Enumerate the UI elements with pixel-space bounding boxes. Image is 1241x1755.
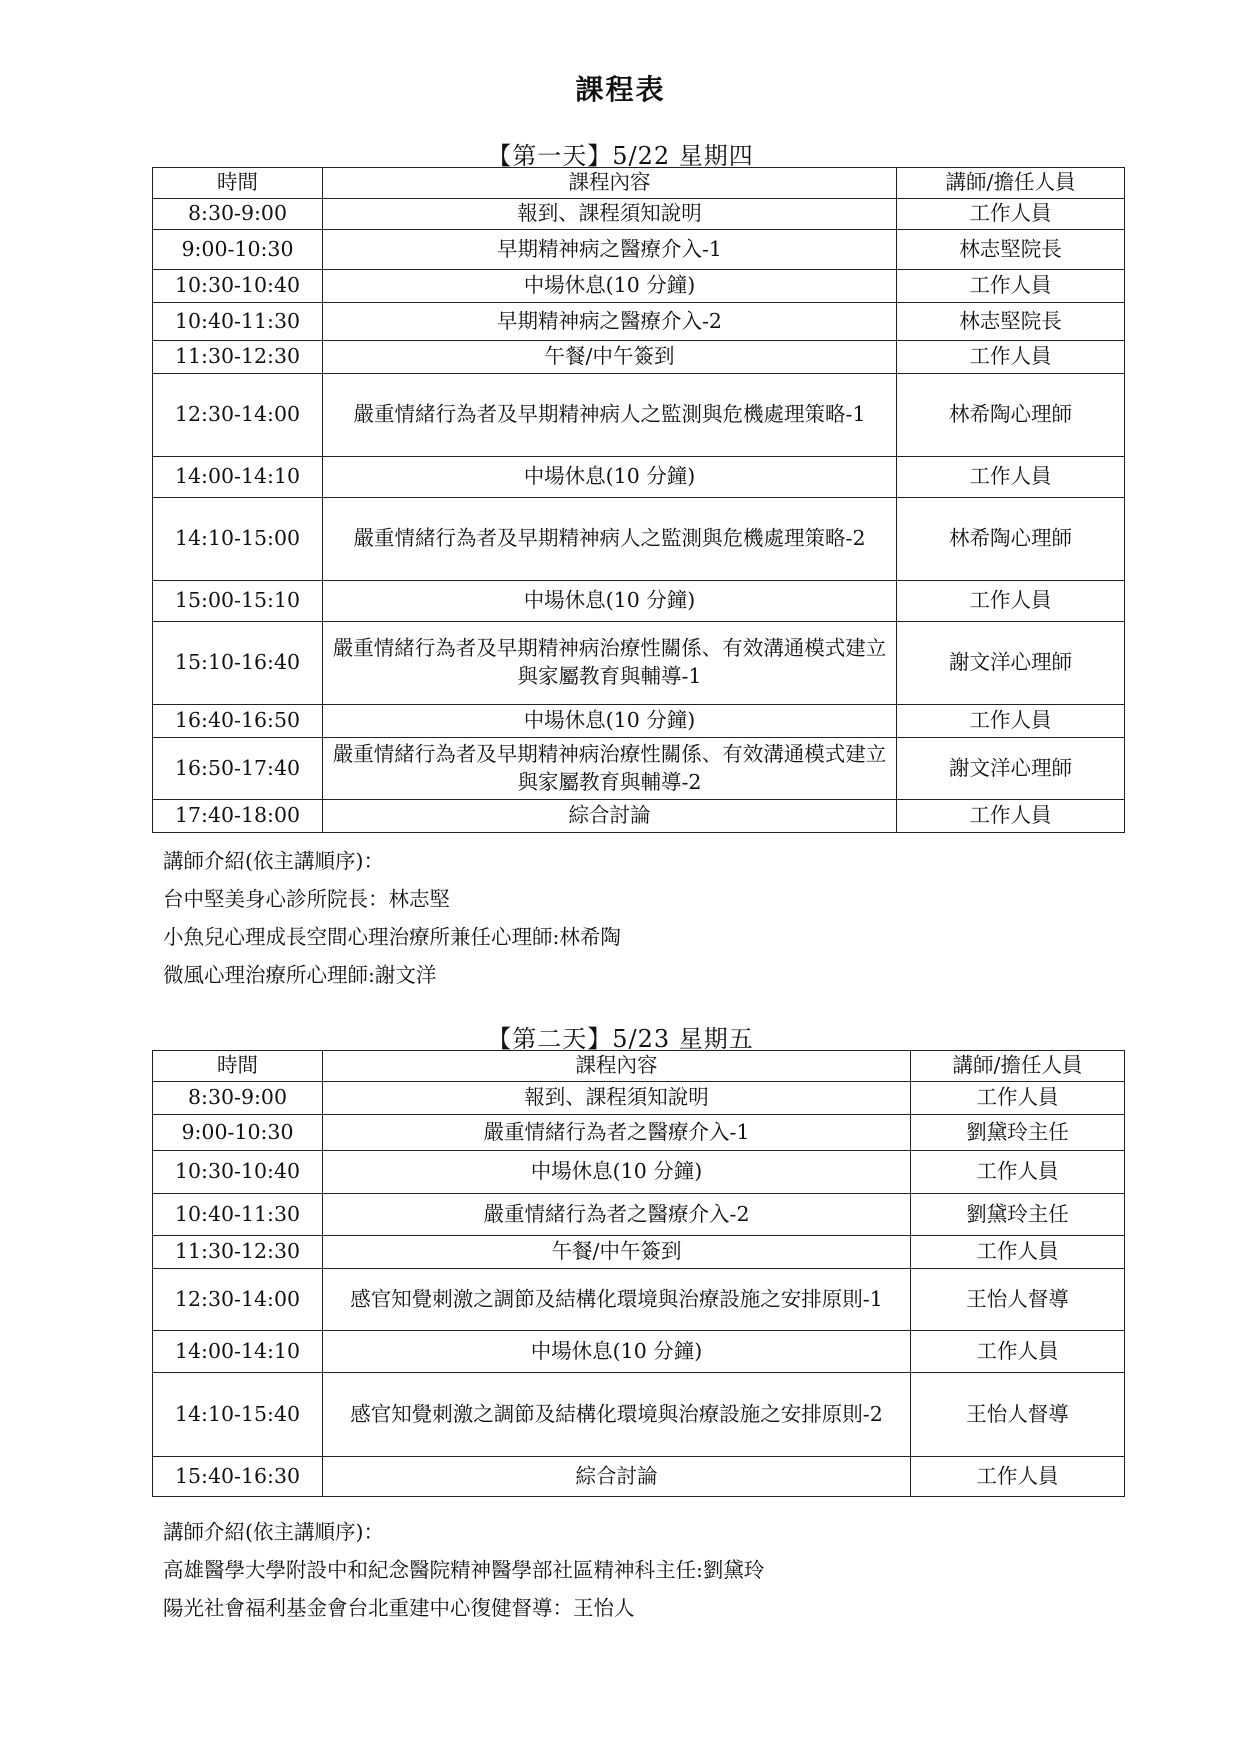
table-row — [153, 457, 1125, 498]
speaker-note-line: 台中堅美身心診所院長：林志堅 — [163, 887, 450, 911]
content-cell: 嚴重情緒行為者之醫療介入-1 — [323, 1115, 911, 1151]
table-row — [153, 1269, 1125, 1331]
time-cell: 12:30-14:00 — [153, 374, 323, 457]
content-cell: 綜合討論 — [323, 800, 897, 833]
table-row — [153, 1373, 1125, 1457]
content-cell: 中場休息(10 分鐘) — [323, 1151, 911, 1194]
speaker-note-line: 微風心理治療所心理師:謝文洋 — [163, 963, 437, 987]
content-cell: 中場休息(10 分鐘) — [323, 1331, 911, 1373]
speaker-cell: 工作人員 — [897, 705, 1125, 738]
time-cell: 9:00-10:30 — [153, 1115, 323, 1151]
day1-title: 【第一天】5/22 星期四 — [487, 142, 754, 170]
header-speaker: 講師/擔任人員 — [911, 1051, 1125, 1082]
header-speaker: 講師/擔任人員 — [897, 168, 1125, 199]
table-row — [153, 270, 1125, 303]
time-cell: 11:30-12:30 — [153, 341, 323, 374]
content-cell: 感官知覺刺激之調節及結構化環境與治療設施之安排原則-1 — [323, 1269, 911, 1331]
content-cell: 綜合討論 — [323, 1457, 911, 1497]
time-cell: 14:00-14:10 — [153, 1331, 323, 1373]
speaker-note-line: 講師介紹(依主講順序)： — [163, 849, 384, 873]
day2-title: 【第二天】5/23 星期五 — [487, 1025, 754, 1053]
speaker-cell: 劉黛玲主任 — [911, 1194, 1125, 1236]
speaker-cell: 工作人員 — [911, 1151, 1125, 1194]
content-cell: 嚴重情緒行為者及早期精神病治療性關係、有效溝通模式建立與家屬教育與輔導-2 — [323, 738, 897, 800]
time-cell: 8:30-9:00 — [153, 1082, 323, 1115]
speaker-cell: 林志堅院長 — [897, 230, 1125, 270]
time-cell: 15:40-16:30 — [153, 1457, 323, 1497]
table-row — [153, 581, 1125, 622]
speaker-cell: 工作人員 — [897, 457, 1125, 498]
header-content: 課程內容 — [323, 168, 897, 199]
time-cell: 14:00-14:10 — [153, 457, 323, 498]
table-row — [153, 341, 1125, 374]
content-cell: 午餐/中午簽到 — [323, 1236, 911, 1269]
content-cell: 感官知覺刺激之調節及結構化環境與治療設施之安排原則-2 — [323, 1373, 911, 1457]
table-header-row — [153, 168, 1125, 199]
time-cell: 12:30-14:00 — [153, 1269, 323, 1331]
header-content: 課程內容 — [323, 1051, 911, 1082]
table-row — [153, 622, 1125, 705]
time-cell: 10:40-11:30 — [153, 303, 323, 341]
page-title: 課程表 — [575, 73, 666, 106]
speaker-note-line: 陽光社會福利基金會台北重建中心復健督導：王怡人 — [163, 1596, 635, 1620]
content-cell: 報到、課程須知說明 — [323, 1082, 911, 1115]
table-row — [153, 738, 1125, 800]
day2-schedule-table — [152, 1050, 1125, 1497]
speaker-cell: 劉黛玲主任 — [911, 1115, 1125, 1151]
time-cell: 15:10-16:40 — [153, 622, 323, 705]
content-cell: 中場休息(10 分鐘) — [323, 581, 897, 622]
time-cell: 17:40-18:00 — [153, 800, 323, 833]
time-cell: 10:40-11:30 — [153, 1194, 323, 1236]
table-row — [153, 374, 1125, 457]
table-row — [153, 1194, 1125, 1236]
content-cell: 中場休息(10 分鐘) — [323, 705, 897, 738]
table-row — [153, 1082, 1125, 1115]
speaker-note-line: 講師介紹(依主講順序)： — [163, 1520, 384, 1544]
table-row — [153, 1331, 1125, 1373]
speaker-cell: 工作人員 — [897, 341, 1125, 374]
table-row — [153, 1115, 1125, 1151]
time-cell: 15:00-15:10 — [153, 581, 323, 622]
table-row — [153, 498, 1125, 581]
speaker-cell: 工作人員 — [897, 270, 1125, 303]
table-row — [153, 800, 1125, 833]
header-time: 時間 — [153, 168, 323, 199]
speaker-cell: 林希陶心理師 — [897, 374, 1125, 457]
speaker-cell: 王怡人督導 — [911, 1269, 1125, 1331]
time-cell: 14:10-15:40 — [153, 1373, 323, 1457]
speaker-cell: 工作人員 — [911, 1236, 1125, 1269]
speaker-cell: 謝文洋心理師 — [897, 738, 1125, 800]
day1-speaker-notes — [163, 842, 621, 994]
speaker-cell: 工作人員 — [911, 1082, 1125, 1115]
content-cell: 早期精神病之醫療介入-1 — [323, 230, 897, 270]
time-cell: 14:10-15:00 — [153, 498, 323, 581]
content-cell: 中場休息(10 分鐘) — [323, 457, 897, 498]
time-cell: 10:30-10:40 — [153, 1151, 323, 1194]
table-row — [153, 1151, 1125, 1194]
speaker-cell: 謝文洋心理師 — [897, 622, 1125, 705]
speaker-note-line: 高雄醫學大學附設中和紀念醫院精神醫學部社區精神科主任:劉黛玲 — [163, 1558, 765, 1582]
speaker-cell: 林希陶心理師 — [897, 498, 1125, 581]
content-cell: 早期精神病之醫療介入-2 — [323, 303, 897, 341]
content-cell: 中場休息(10 分鐘) — [323, 270, 897, 303]
table-row — [153, 705, 1125, 738]
day2-speaker-notes — [163, 1513, 764, 1627]
day1-schedule-table — [152, 167, 1125, 833]
table-row — [153, 199, 1125, 230]
content-cell: 嚴重情緒行為者之醫療介入-2 — [323, 1194, 911, 1236]
time-cell: 11:30-12:30 — [153, 1236, 323, 1269]
time-cell: 9:00-10:30 — [153, 230, 323, 270]
speaker-cell: 工作人員 — [911, 1457, 1125, 1497]
time-cell: 10:30-10:40 — [153, 270, 323, 303]
speaker-cell: 林志堅院長 — [897, 303, 1125, 341]
header-time: 時間 — [153, 1051, 323, 1082]
table-row — [153, 230, 1125, 270]
table-row — [153, 303, 1125, 341]
table-row — [153, 1236, 1125, 1269]
speaker-cell: 工作人員 — [897, 581, 1125, 622]
table-row — [153, 1457, 1125, 1497]
time-cell: 8:30-9:00 — [153, 199, 323, 230]
speaker-cell: 王怡人督導 — [911, 1373, 1125, 1457]
content-cell: 嚴重情緒行為者及早期精神病人之監測與危機處理策略-2 — [323, 498, 897, 581]
content-cell: 午餐/中午簽到 — [323, 341, 897, 374]
speaker-note-line: 小魚兒心理成長空間心理治療所兼任心理師:林希陶 — [163, 925, 621, 949]
content-cell: 嚴重情緒行為者及早期精神病人之監測與危機處理策略-1 — [323, 374, 897, 457]
content-cell: 報到、課程須知說明 — [323, 199, 897, 230]
table-header-row — [153, 1051, 1125, 1082]
time-cell: 16:40-16:50 — [153, 705, 323, 738]
speaker-cell: 工作人員 — [911, 1331, 1125, 1373]
speaker-cell: 工作人員 — [897, 199, 1125, 230]
time-cell: 16:50-17:40 — [153, 738, 323, 800]
speaker-cell: 工作人員 — [897, 800, 1125, 833]
content-cell: 嚴重情緒行為者及早期精神病治療性關係、有效溝通模式建立與家屬教育與輔導-1 — [323, 622, 897, 705]
